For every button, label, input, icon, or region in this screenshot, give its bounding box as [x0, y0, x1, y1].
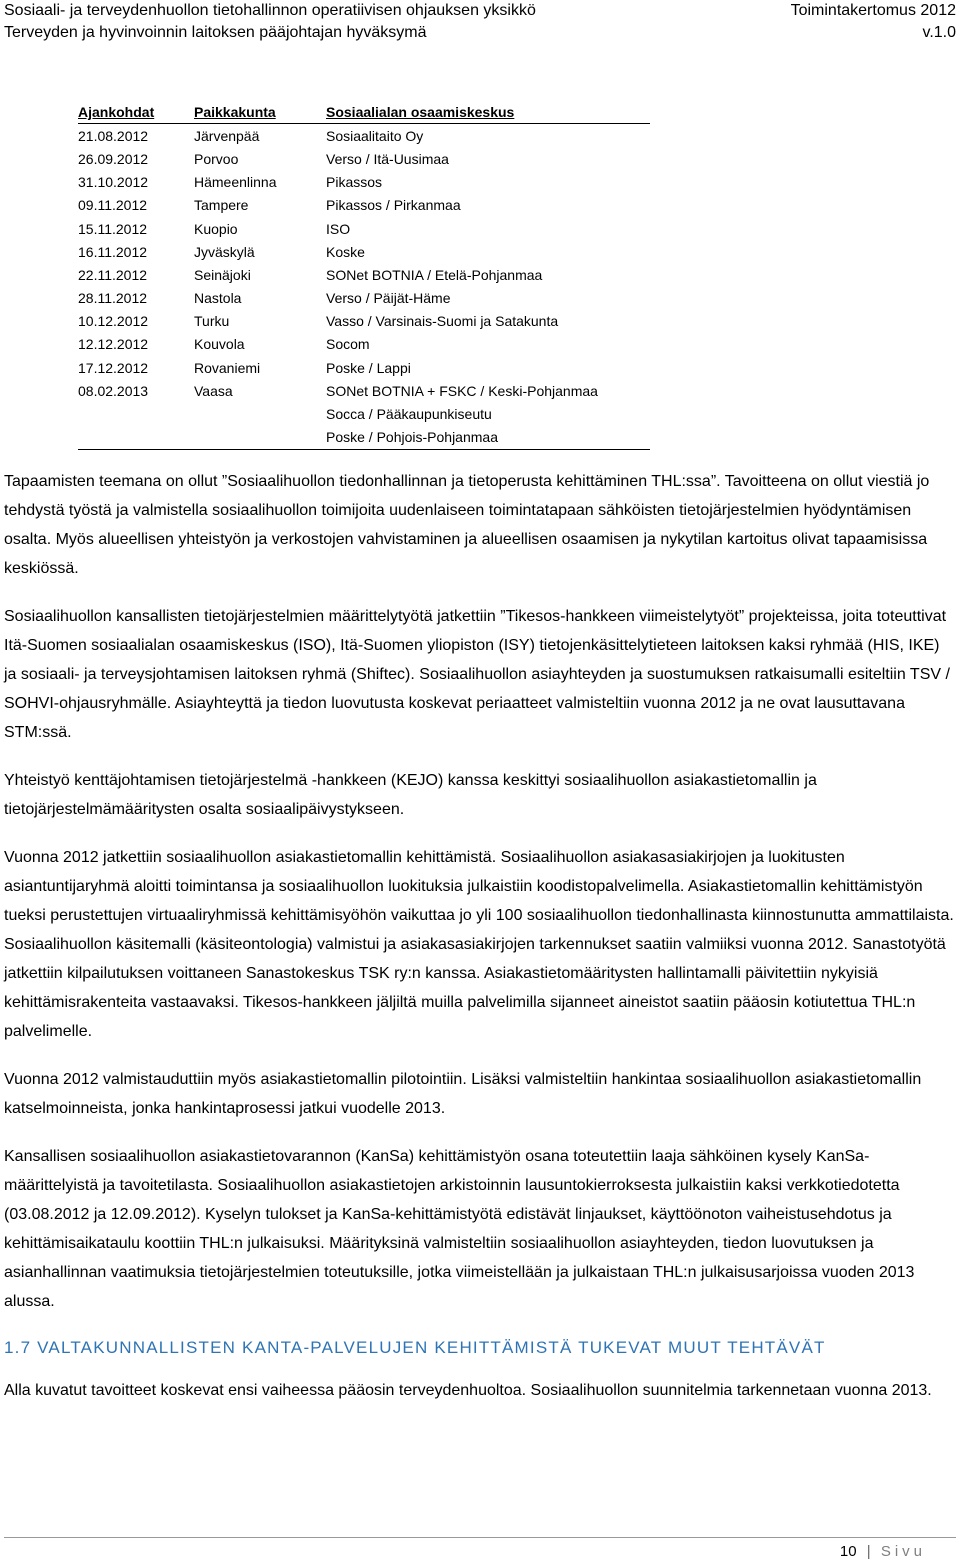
sessions-table [78, 100, 650, 450]
cell-date [78, 426, 194, 450]
cell-center: Pikassos [326, 174, 383, 191]
cell-center: SONet BOTNIA / Etelä-Pohjanmaa [326, 266, 543, 283]
cell-city [194, 426, 326, 450]
table-row [78, 240, 650, 263]
paragraph: Sosiaalihuollon kansallisten tietojärjestelmien määrittelytyötä jatkettiin ”Tikesos-hankkeen viimeistelytyöt” projekteissa, joita toteuttivat Itä-Suomen sosiaalialan osaamiskeskus (ISO), Itä-Suomen yliopiston (ISY) tietojenkäsittelytieteen laitoksen kaksi ryhmää (HIS, IKE) ja sosiaali- ja terveysjohtamisen laitoksen ryhmä (Shiftec). Sosiaalihuollon asiayhteyden ja suostumuksen ratkaisumalli esiteltiin TSV / SOHVI-ohjausryhmälle. Asiayhteyttä ja tiedon luovutusta koskevat periaatteet valmisteltiin vuonna 2012 ja ne ovat lausuttavana STM:ssä. [4, 608, 950, 741]
cell-city: Kuopio [194, 220, 238, 237]
page-footer [840, 1541, 926, 1563]
footer-divider [4, 1537, 956, 1538]
header-document-title: Toimintakertomus 2012 [790, 2, 956, 19]
cell-date: 10.12.2012 [78, 313, 149, 330]
table-body [78, 124, 650, 450]
table-row [78, 402, 650, 425]
cell-center: Socom [326, 336, 370, 353]
table-row [78, 310, 650, 333]
cell-date: 08.02.2013 [78, 382, 149, 399]
table-row [78, 171, 650, 194]
cell-date: 16.11.2012 [78, 243, 148, 260]
closing-paragraph: Alla kuvatut tavoitteet koskevat ensi vaiheessa pääosin terveydenhuoltoa. Sosiaalihuollon suunnitelmia tarkennetaan vuonna 2013. [4, 1382, 932, 1399]
cell-date: 28.11.2012 [78, 290, 148, 307]
paragraph: Kansallisen sosiaalihuollon asiakastietovarannon (KanSa) kehittämistyön osana toteutettiin laaja sähköinen kysely KanSa-määrittelyistä ja tavoitetilasta. Sosiaalihuollon asiakastietojen arkistoinnin lausuntokierroksesta julkaistiin kaksi verkkotiedotetta (03.08.2012 ja 12.09.2012). Kyselyn tulokset ja KanSa-kehittämistyötä edistävät linjaukset, käyttöönoton vaiheistusehdotus ja kehittämisaikataulu koottiin THL:n julkaisuksi. Määrityksinä valmisteltiin sosiaalihuollon asiayhteyden, tiedon luovutuksen ja asianhallinnan vaatimuksia tietojärjestelmien toteutuksille, jotka viimeistellään ja julkaistaan THL:n julkaisusarjoissa vuoden 2013 alussa. [4, 1148, 915, 1310]
cell-date: 26.09.2012 [78, 150, 149, 167]
cell-center: SONet BOTNIA + FSKC / Keski-Pohjanmaa [326, 382, 598, 399]
table-row [78, 287, 650, 310]
page-number: 10 [839, 1543, 857, 1560]
table-row [78, 124, 650, 148]
cell-city: Tampere [194, 197, 249, 214]
cell-date: 22.11.2012 [78, 266, 148, 283]
cell-city: Seinäjoki [194, 266, 251, 283]
cell-city: Jyväskylä [194, 243, 255, 260]
table-row [78, 333, 650, 356]
cell-city: Rovaniemi [194, 359, 261, 376]
cell-city: Turku [194, 313, 230, 330]
cell-date: 09.11.2012 [78, 197, 148, 214]
cell-date: 12.12.2012 [78, 336, 149, 353]
section-heading: 1.7 VALTAKUNNALLISTEN KANTA-PALVELUJEN KEHITTÄMISTÄ TUKEVAT MUUT TEHTÄVÄT [4, 1338, 826, 1357]
cell-center: Koske [326, 243, 365, 260]
table-row [78, 217, 650, 240]
table-row [78, 263, 650, 286]
header-row-2 [4, 22, 956, 44]
footer-separator: | [866, 1543, 871, 1560]
cell-center: Vasso / Varsinais-Suomi ja Satakunta [326, 313, 559, 330]
column-header-date: Ajankohdat [78, 100, 194, 124]
table-row [78, 356, 650, 379]
cell-center: Socca / Pääkaupunkiseutu [326, 406, 492, 423]
table-row [78, 379, 650, 402]
table-row [78, 194, 650, 217]
cell-date [78, 402, 194, 425]
cell-center: Pikassos / Pirkanmaa [326, 197, 461, 214]
cell-city: Hämeenlinna [194, 174, 277, 191]
cell-center: Sosiaalitaito Oy [326, 127, 424, 144]
paragraph: Yhteistyö kenttäjohtamisen tietojärjestelmä -hankkeen (KEJO) kanssa keskittyi sosiaalihuollon asiakastietomallin ja tietojärjestelmämääritysten osalta sosiaalipäivystykseen. [4, 772, 817, 818]
cell-city [194, 402, 326, 425]
column-header-city: Paikkakunta [194, 100, 326, 124]
paragraph: Tapaamisten teemana on ollut ”Sosiaalihuollon tiedonhallinnan ja tietoperusta kehittäminen THL:ssa”. Tavoitteena on ollut viestiä jo tehdystä työstä ja valmistella sosiaalihuollon toimijoita uudenlaiseen toimintatapaan sähköisten tietojärjestelmien hyödyntämisen osalta. Myös alueellisen yhteistyön ja verkostojen vahvistaminen ja alueellisen osaamisen ja nykytilan kartoitus olivat tapaamisissa keskiössä. [4, 473, 930, 577]
cell-city: Porvoo [194, 150, 239, 167]
column-header-center: Sosiaalialan osaamiskeskus [326, 100, 650, 124]
cell-center: ISO [326, 220, 351, 237]
table-row [78, 426, 650, 450]
page-label: Sivu [880, 1543, 926, 1560]
header-row-1 [4, 0, 956, 22]
table-header-row [78, 100, 650, 124]
cell-city: Kouvola [194, 336, 245, 353]
cell-center: Poske / Pohjois-Pohjanmaa [326, 426, 650, 450]
main-content [4, 467, 956, 1424]
cell-city: Nastola [194, 290, 242, 307]
cell-date: 21.08.2012 [78, 127, 149, 144]
cell-date: 31.10.2012 [78, 174, 149, 191]
paragraph: Vuonna 2012 valmistauduttiin myös asiakastietomallin pilotointiin. Lisäksi valmisteltiin hankintaa sosiaalihuollon asiakastietomallin katselmoinneista, jonka hankintaprosessi jatkui vuodelle 2013. [4, 1071, 922, 1117]
table-row [78, 147, 650, 170]
cell-center: Verso / Päijät-Häme [326, 290, 451, 307]
cell-center: Poske / Lappi [326, 359, 411, 376]
paragraph: Vuonna 2012 jatkettiin sosiaalihuollon asiakastietomallin kehittämistä. Sosiaalihuollon asiakasasiakirjojen ja luokitusten asiantuntijaryhmä aloitti toimintansa ja sosiaalihuollon luokituksia julkaistiin koodistopalvelimella. Asiakastietomallin kehittämistyön tueksi perustettujen virtuaaliryhmissä kehittämisyöhön vaikuttaa jo yli 100 sosiaalihuollon tiedonhallinasta kiinnostunutta ammattilaista. Sosiaalihuollon käsitemalli (käsiteontologia) valmistui ja asiakasasiakirjojen tarkennukset saatiin valmiiksi vuonna 2012. Sanastotyötä jatkettiin kilpailutuksen voittaneen Sanastokeskus TSK ry:n kanssa. Asiakastietomääritysten hallintamalli päivitettiin nykyisiä kehittämisrakenteita vastaavaksi. Tikesos-hankkeen jäljiltä muilla palvelimilla sijanneet aineistot saatiin pääosin kotiutettua THL:n palvelimelle. [4, 849, 954, 1040]
cell-date: 17.12.2012 [78, 359, 149, 376]
sessions-table-wrapper [78, 100, 650, 450]
header-version: v.1.0 [922, 24, 956, 41]
header-organization: Sosiaali- ja terveydenhuollon tietohallinnon operatiivisen ohjauksen yksikkö [4, 2, 536, 19]
cell-date: 15.11.2012 [78, 220, 148, 237]
cell-center: Verso / Itä-Uusimaa [326, 150, 449, 167]
page-header [4, 0, 956, 44]
header-approval: Terveyden ja hyvinvoinnin laitoksen pääjohtajan hyväksymä [4, 24, 427, 41]
cell-city: Vaasa [194, 382, 233, 399]
cell-city: Järvenpää [194, 127, 260, 144]
